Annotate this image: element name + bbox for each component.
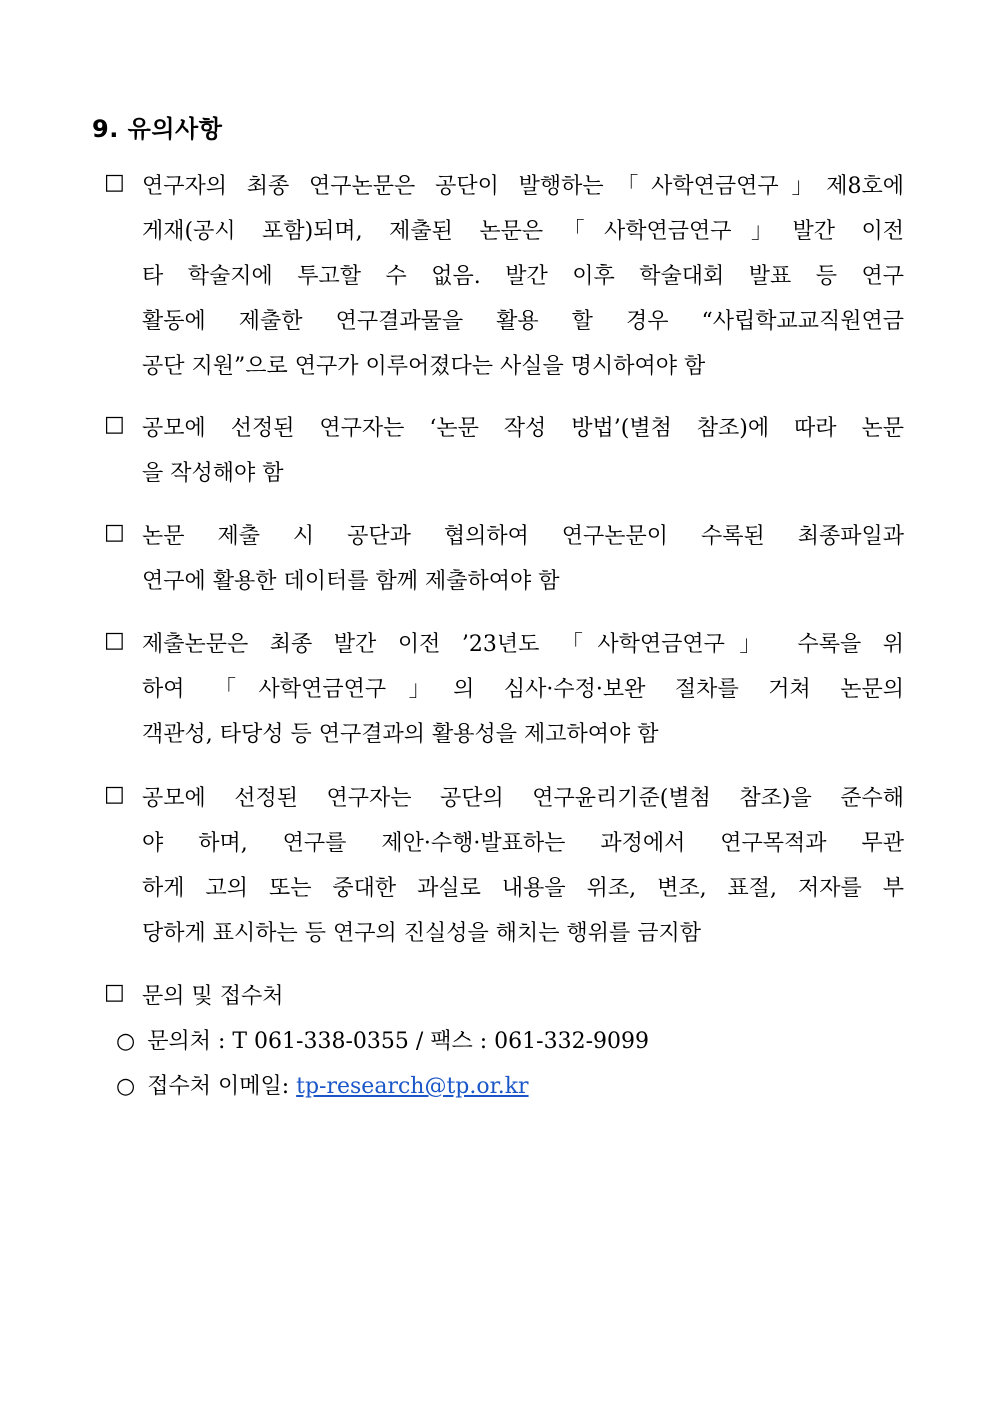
contact-phone (116, 1019, 649, 1064)
notice-item-4 (104, 622, 904, 757)
notice-item-2 (104, 406, 904, 496)
text-line: 공모에 선정된 연구자는 공단의 연구윤리기준(별첨 참조)을 준수해 (142, 786, 904, 811)
notice-text (142, 622, 904, 757)
contact-title (142, 974, 904, 1019)
checkbox-bullet-icon: □ (104, 980, 125, 1005)
checkbox-bullet-icon: □ (104, 520, 125, 545)
text-line: 타 학술지에 투고할 수 없음. 발간 이후 학술대회 발표 등 연구 (142, 264, 904, 289)
text-line: 을 작성해야 함 (142, 461, 284, 486)
text-line: 하게 고의 또는 중대한 과실로 내용을 위조, 변조, 표절, 저자를 부 (142, 876, 904, 901)
email-link[interactable]: tp-research@tp.or.kr (296, 1074, 529, 1099)
text-line: 제출논문은 최종 발간 이전 ’23년도 「사학연금연구」 수록을 위 (142, 632, 904, 657)
checkbox-bullet-icon: □ (104, 782, 125, 807)
checkbox-bullet-icon: □ (104, 628, 125, 653)
text-line: 당하게 표시하는 등 연구의 진실성을 해치는 행위를 금지함 (142, 921, 702, 946)
text-line: 게재(공시 포함)되며, 제출된 논문은「사학연금연구」발간 이전 (142, 219, 904, 244)
email-label: 접수처 이메일: (147, 1074, 290, 1099)
notice-text (142, 776, 904, 956)
contact-section (104, 974, 904, 1019)
text-line: 문의 및 접수처 (142, 984, 284, 1009)
notice-text (142, 406, 904, 496)
text-line: 야 하며, 연구를 제안·수행·발표하는 과정에서 연구목적과 무관 (142, 831, 904, 856)
circle-bullet-icon: ○ (116, 1074, 136, 1099)
notice-item-1 (104, 164, 904, 389)
checkbox-bullet-icon: □ (104, 170, 125, 195)
notice-item-3 (104, 514, 904, 604)
phone-fax-text: 문의처 : T 061-338-0355 / 팩스 : 061-332-9099 (147, 1029, 650, 1054)
text-line: 객관성, 타당성 등 연구결과의 활용성을 제고하여야 함 (142, 722, 659, 747)
checkbox-bullet-icon: □ (104, 412, 125, 437)
text-line: 공모에 선정된 연구자는 ‘논문 작성 방법’(별첨 참조)에 따라 논문 (142, 416, 904, 441)
text-line: 연구에 활용한 데이터를 함께 제출하여야 함 (142, 569, 560, 594)
circle-bullet-icon: ○ (116, 1029, 136, 1054)
text-line: 연구자의 최종 연구논문은 공단이 발행하는「사학연금연구」제8호에 (142, 174, 904, 199)
notice-item-5 (104, 776, 904, 956)
section-title: 9. 유의사항 (92, 115, 223, 143)
notice-text (142, 514, 904, 604)
text-line: 활동에 제출한 연구결과물을 활용 할 경우 “사립학교교직원연금 (142, 309, 904, 334)
contact-email (116, 1064, 529, 1109)
text-line: 하여 「사학연금연구」의 심사·수정·보완 절차를 거쳐 논문의 (142, 677, 904, 702)
text-line: 논문 제출 시 공단과 협의하여 연구논문이 수록된 최종파일과 (142, 524, 904, 549)
text-line: 공단 지원”으로 연구가 이루어졌다는 사실을 명시하여야 함 (142, 354, 706, 379)
notice-text (142, 164, 904, 389)
